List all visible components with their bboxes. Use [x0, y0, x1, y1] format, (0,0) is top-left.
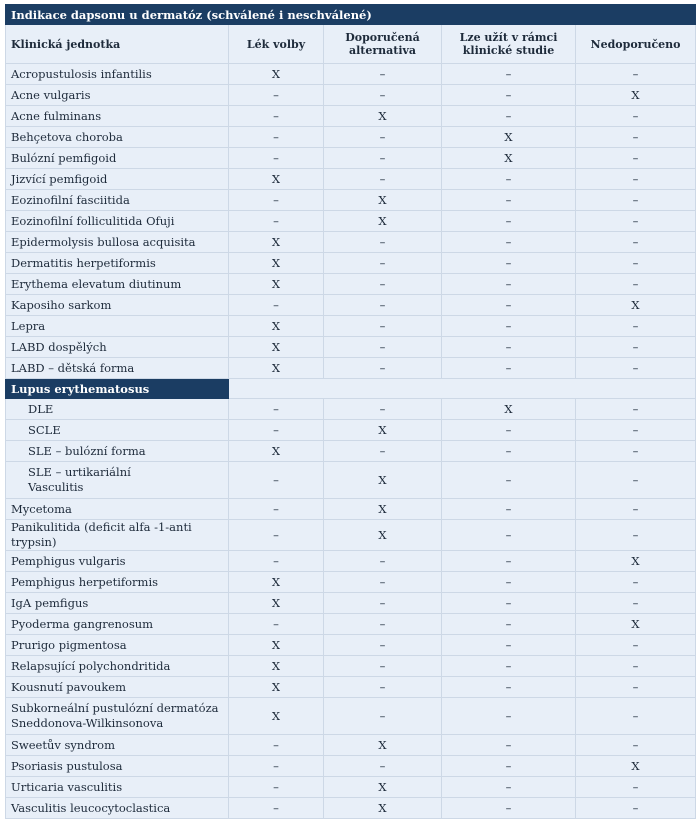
clinical-study-cell: –	[442, 499, 576, 520]
clinical-study-cell: –	[442, 520, 576, 551]
dapsone-indications-table-container	[5, 4, 695, 819]
table-title-row	[6, 5, 696, 25]
not-recommended-cell: X	[576, 85, 696, 106]
clinical-unit-name: Jizvící pemfigoid	[6, 169, 229, 190]
clinical-unit-name: Relapsující polychondritida	[6, 656, 229, 677]
clinical-unit-name: Mycetoma	[6, 499, 229, 520]
clinical-study-cell: –	[442, 656, 576, 677]
drug-of-choice-cell: –	[229, 798, 324, 819]
not-recommended-cell: –	[576, 735, 696, 756]
not-recommended-cell: X	[576, 551, 696, 572]
drug-of-choice-cell: –	[229, 190, 324, 211]
table-row	[6, 520, 696, 551]
recommended-alternative-cell: X	[324, 798, 442, 819]
table-row	[6, 420, 696, 441]
group-header-filler	[229, 379, 696, 399]
not-recommended-cell: –	[576, 127, 696, 148]
clinical-unit-name: Acropustulosis infantilis	[6, 64, 229, 85]
recommended-alternative-cell: –	[324, 698, 442, 735]
clinical-study-cell: –	[442, 295, 576, 316]
recommended-alternative-cell: –	[324, 614, 442, 635]
recommended-alternative-cell: X	[324, 777, 442, 798]
recommended-alternative-cell: –	[324, 572, 442, 593]
column-header-drug-of-choice: Lék volby	[229, 25, 324, 64]
clinical-unit-name: Vasculitis leucocytoclastica	[6, 798, 229, 819]
clinical-unit-name: Urticaria vasculitis	[6, 777, 229, 798]
not-recommended-cell: X	[576, 614, 696, 635]
drug-of-choice-cell: X	[229, 593, 324, 614]
drug-of-choice-cell: –	[229, 127, 324, 148]
not-recommended-cell: –	[576, 593, 696, 614]
drug-of-choice-cell: X	[229, 253, 324, 274]
clinical-unit-name: Panikulitida (deficit alfa -1-anti trypsin)	[6, 520, 229, 551]
table-row	[6, 274, 696, 295]
clinical-unit-name: SLE – urtikariální Vasculitis	[6, 462, 229, 499]
drug-of-choice-cell: –	[229, 399, 324, 420]
clinical-unit-name: Pemphigus vulgaris	[6, 551, 229, 572]
clinical-study-cell: X	[442, 127, 576, 148]
clinical-study-cell: –	[442, 106, 576, 127]
drug-of-choice-cell: X	[229, 572, 324, 593]
clinical-study-cell: –	[442, 735, 576, 756]
not-recommended-cell: –	[576, 316, 696, 337]
drug-of-choice-cell: –	[229, 499, 324, 520]
drug-of-choice-cell: –	[229, 462, 324, 499]
table-row	[6, 337, 696, 358]
recommended-alternative-cell: X	[324, 462, 442, 499]
recommended-alternative-cell: X	[324, 499, 442, 520]
clinical-study-cell: –	[442, 635, 576, 656]
recommended-alternative-cell: –	[324, 316, 442, 337]
column-header-not-recommended: Nedoporučeno	[576, 25, 696, 64]
table-row	[6, 169, 696, 190]
not-recommended-cell: –	[576, 148, 696, 169]
clinical-study-cell: –	[442, 777, 576, 798]
clinical-study-cell: –	[442, 85, 576, 106]
not-recommended-cell: –	[576, 358, 696, 379]
table-header-row	[6, 25, 696, 64]
recommended-alternative-cell: –	[324, 635, 442, 656]
not-recommended-cell: –	[576, 698, 696, 735]
table-row	[6, 148, 696, 169]
clinical-study-cell: –	[442, 756, 576, 777]
drug-of-choice-cell: X	[229, 316, 324, 337]
clinical-unit-name: LABD – dětská forma	[6, 358, 229, 379]
clinical-study-cell: –	[442, 614, 576, 635]
recommended-alternative-cell: –	[324, 656, 442, 677]
recommended-alternative-cell: –	[324, 756, 442, 777]
table-row	[6, 614, 696, 635]
recommended-alternative-cell: X	[324, 106, 442, 127]
table-row	[6, 756, 696, 777]
drug-of-choice-cell: X	[229, 169, 324, 190]
table-row	[6, 316, 696, 337]
clinical-unit-name: SCLE	[6, 420, 229, 441]
clinical-study-cell: –	[442, 316, 576, 337]
drug-of-choice-cell: X	[229, 441, 324, 462]
clinical-unit-name: Behçetova choroba	[6, 127, 229, 148]
clinical-unit-name: DLE	[6, 399, 229, 420]
table-row	[6, 399, 696, 420]
recommended-alternative-cell: –	[324, 358, 442, 379]
drug-of-choice-cell: –	[229, 735, 324, 756]
not-recommended-cell: –	[576, 777, 696, 798]
not-recommended-cell: X	[576, 756, 696, 777]
clinical-unit-name: Psoriasis pustulosa	[6, 756, 229, 777]
table-row	[6, 499, 696, 520]
recommended-alternative-cell: –	[324, 274, 442, 295]
recommended-alternative-cell: –	[324, 337, 442, 358]
table-row	[6, 593, 696, 614]
recommended-alternative-cell: X	[324, 735, 442, 756]
clinical-unit-name: Kousnutí pavoukem	[6, 677, 229, 698]
not-recommended-cell: –	[576, 520, 696, 551]
drug-of-choice-cell: X	[229, 232, 324, 253]
clinical-study-cell: –	[442, 698, 576, 735]
recommended-alternative-cell: –	[324, 441, 442, 462]
drug-of-choice-cell: –	[229, 777, 324, 798]
recommended-alternative-cell: X	[324, 190, 442, 211]
clinical-study-cell: –	[442, 64, 576, 85]
table-row	[6, 777, 696, 798]
clinical-unit-name: Pyoderma gangrenosum	[6, 614, 229, 635]
clinical-unit-name: Pemphigus herpetiformis	[6, 572, 229, 593]
not-recommended-cell: –	[576, 656, 696, 677]
not-recommended-cell: –	[576, 190, 696, 211]
table-row	[6, 462, 696, 499]
column-header-clinical-unit: Klinická jednotka	[6, 25, 229, 64]
clinical-unit-name: Kaposiho sarkom	[6, 295, 229, 316]
recommended-alternative-cell: –	[324, 399, 442, 420]
table-row	[6, 798, 696, 819]
clinical-unit-name: Lepra	[6, 316, 229, 337]
recommended-alternative-cell: –	[324, 232, 442, 253]
clinical-unit-name: IgA pemfigus	[6, 593, 229, 614]
group-label: Lupus erythematosus	[6, 379, 229, 399]
table-row	[6, 190, 696, 211]
recommended-alternative-cell: –	[324, 148, 442, 169]
column-header-recommended-alternative: Doporučená alternativa	[324, 25, 442, 64]
column-header-clinical-study: Lze užít v rámci klinické studie	[442, 25, 576, 64]
drug-of-choice-cell: –	[229, 106, 324, 127]
table-row	[6, 295, 696, 316]
clinical-study-cell: –	[442, 420, 576, 441]
clinical-unit-name: LABD dospělých	[6, 337, 229, 358]
not-recommended-cell: –	[576, 399, 696, 420]
recommended-alternative-cell: X	[324, 420, 442, 441]
clinical-study-cell: X	[442, 148, 576, 169]
recommended-alternative-cell: –	[324, 295, 442, 316]
drug-of-choice-cell: X	[229, 274, 324, 295]
clinical-unit-name: Eozinofilní fasciitida	[6, 190, 229, 211]
not-recommended-cell: –	[576, 462, 696, 499]
recommended-alternative-cell: –	[324, 64, 442, 85]
table-row	[6, 551, 696, 572]
not-recommended-cell: –	[576, 64, 696, 85]
drug-of-choice-cell: X	[229, 358, 324, 379]
clinical-study-cell: X	[442, 399, 576, 420]
table-row	[6, 441, 696, 462]
recommended-alternative-cell: –	[324, 593, 442, 614]
table-row	[6, 656, 696, 677]
clinical-study-cell: –	[442, 441, 576, 462]
recommended-alternative-cell: X	[324, 520, 442, 551]
drug-of-choice-cell: –	[229, 148, 324, 169]
clinical-unit-name: SLE – bulózní forma	[6, 441, 229, 462]
drug-of-choice-cell: –	[229, 420, 324, 441]
not-recommended-cell: –	[576, 337, 696, 358]
table-row	[6, 127, 696, 148]
drug-of-choice-cell: X	[229, 656, 324, 677]
clinical-unit-name: Sweetův syndrom	[6, 735, 229, 756]
table-row	[6, 253, 696, 274]
clinical-study-cell: –	[442, 677, 576, 698]
clinical-study-cell: –	[442, 593, 576, 614]
table-row	[6, 232, 696, 253]
not-recommended-cell: –	[576, 441, 696, 462]
drug-of-choice-cell: –	[229, 211, 324, 232]
table-row	[6, 85, 696, 106]
not-recommended-cell: –	[576, 169, 696, 190]
not-recommended-cell: –	[576, 106, 696, 127]
clinical-unit-name: Eozinofilní folliculitida Ofuji	[6, 211, 229, 232]
clinical-study-cell: –	[442, 253, 576, 274]
not-recommended-cell: –	[576, 253, 696, 274]
clinical-study-cell: –	[442, 462, 576, 499]
drug-of-choice-cell: –	[229, 614, 324, 635]
table-row	[6, 677, 696, 698]
drug-of-choice-cell: –	[229, 85, 324, 106]
recommended-alternative-cell: X	[324, 211, 442, 232]
drug-of-choice-cell: –	[229, 295, 324, 316]
clinical-unit-name: Acne fulminans	[6, 106, 229, 127]
clinical-study-cell: –	[442, 232, 576, 253]
recommended-alternative-cell: –	[324, 253, 442, 274]
clinical-study-cell: –	[442, 358, 576, 379]
clinical-unit-name: Acne vulgaris	[6, 85, 229, 106]
drug-of-choice-cell: X	[229, 698, 324, 735]
not-recommended-cell: –	[576, 499, 696, 520]
clinical-study-cell: –	[442, 337, 576, 358]
not-recommended-cell: –	[576, 211, 696, 232]
clinical-study-cell: –	[442, 798, 576, 819]
clinical-study-cell: –	[442, 211, 576, 232]
not-recommended-cell: –	[576, 274, 696, 295]
not-recommended-cell: –	[576, 635, 696, 656]
recommended-alternative-cell: –	[324, 169, 442, 190]
not-recommended-cell: –	[576, 677, 696, 698]
not-recommended-cell: –	[576, 572, 696, 593]
clinical-unit-name: Epidermolysis bullosa acquisita	[6, 232, 229, 253]
dapsone-indications-table	[5, 4, 696, 819]
clinical-unit-name: Bulózní pemfigoid	[6, 148, 229, 169]
clinical-study-cell: –	[442, 572, 576, 593]
clinical-study-cell: –	[442, 169, 576, 190]
drug-of-choice-cell: –	[229, 756, 324, 777]
drug-of-choice-cell: X	[229, 337, 324, 358]
not-recommended-cell: –	[576, 420, 696, 441]
table-row	[6, 358, 696, 379]
group-header-row	[6, 379, 696, 399]
table-title: Indikace dapsonu u dermatóz (schválené i neschválené)	[6, 5, 696, 25]
recommended-alternative-cell: –	[324, 677, 442, 698]
table-row	[6, 635, 696, 656]
table-row	[6, 698, 696, 735]
not-recommended-cell: X	[576, 295, 696, 316]
not-recommended-cell: –	[576, 798, 696, 819]
drug-of-choice-cell: –	[229, 520, 324, 551]
clinical-study-cell: –	[442, 274, 576, 295]
drug-of-choice-cell: X	[229, 677, 324, 698]
clinical-unit-name: Subkorneální pustulózní dermatóza Sneddonova-Wilkinsonova	[6, 698, 229, 735]
clinical-unit-name: Prurigo pigmentosa	[6, 635, 229, 656]
drug-of-choice-cell: X	[229, 635, 324, 656]
recommended-alternative-cell: –	[324, 127, 442, 148]
table-row	[6, 735, 696, 756]
recommended-alternative-cell: –	[324, 551, 442, 572]
drug-of-choice-cell: X	[229, 64, 324, 85]
recommended-alternative-cell: –	[324, 85, 442, 106]
table-row	[6, 64, 696, 85]
clinical-study-cell: –	[442, 190, 576, 211]
clinical-unit-name: Erythema elevatum diutinum	[6, 274, 229, 295]
table-row	[6, 211, 696, 232]
drug-of-choice-cell: –	[229, 551, 324, 572]
clinical-unit-name: Dermatitis herpetiformis	[6, 253, 229, 274]
not-recommended-cell: –	[576, 232, 696, 253]
clinical-study-cell: –	[442, 551, 576, 572]
table-row	[6, 572, 696, 593]
table-row	[6, 106, 696, 127]
